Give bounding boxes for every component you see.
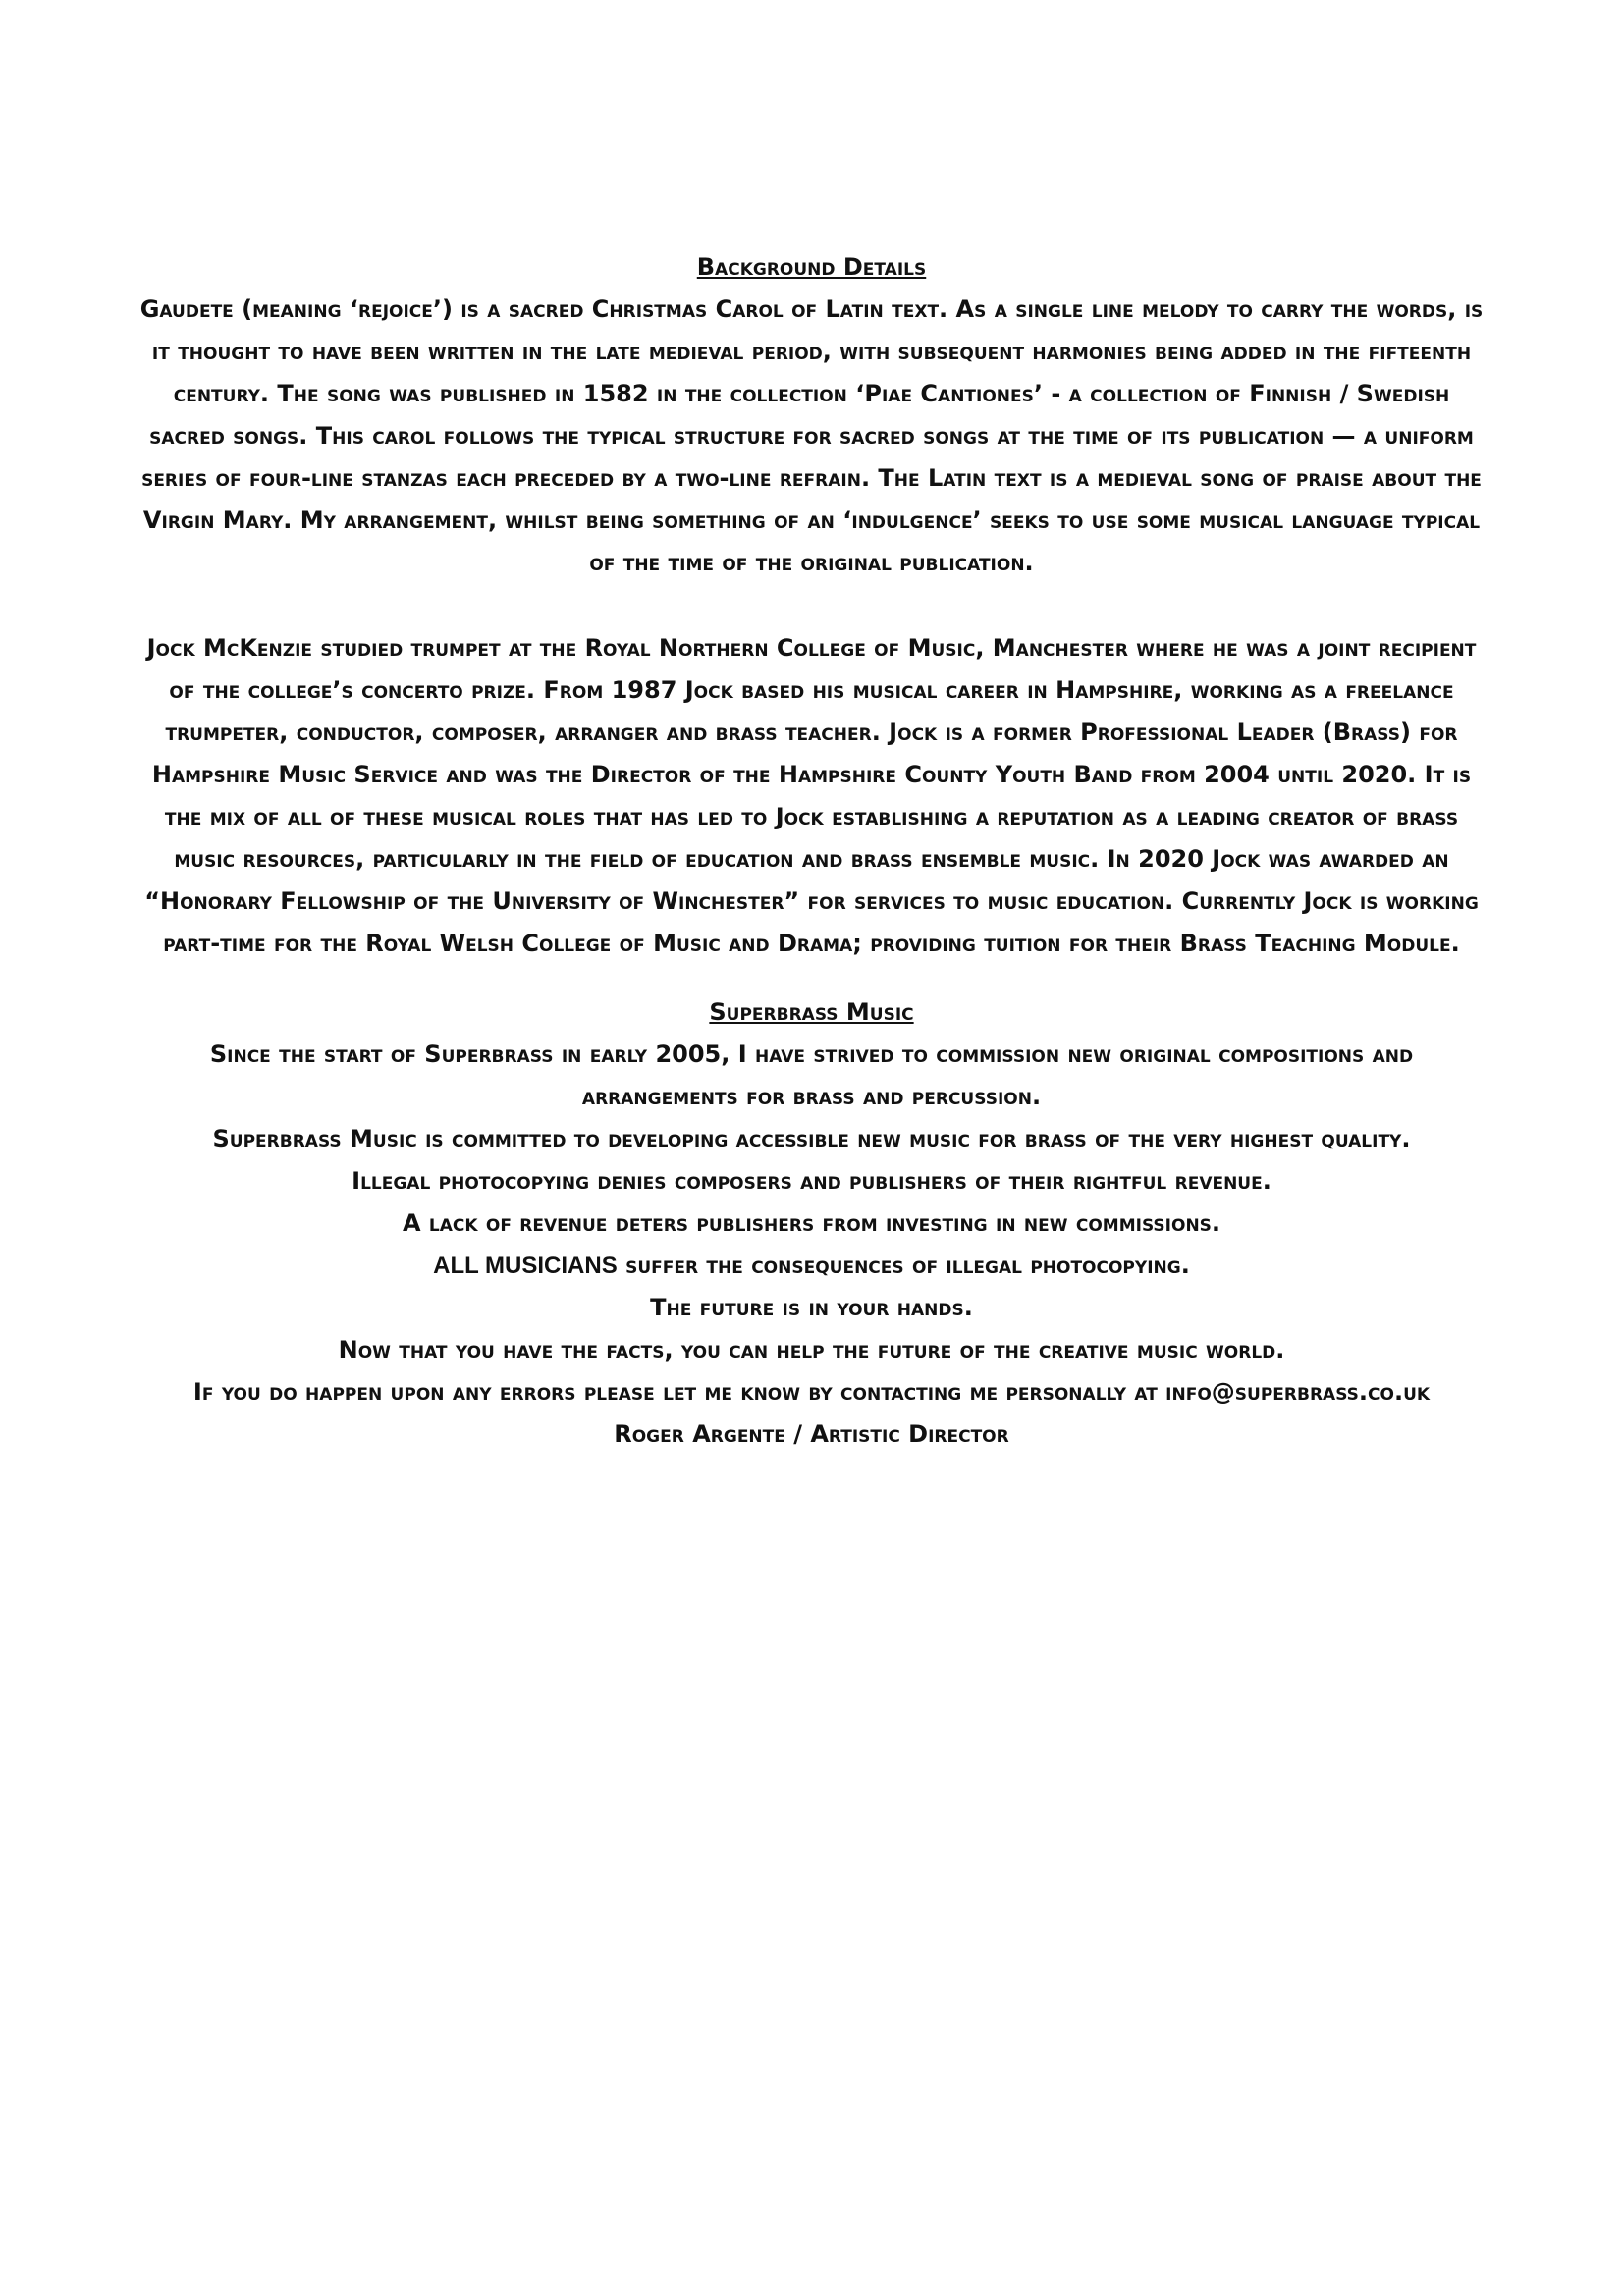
- superbrass-line-future: The future is in your hands.: [650, 1294, 973, 1321]
- composer-biography-text: Jock McKenzie studied trumpet at the Royal Northern College of Music, Manchester where he was a joint recipient of the college’s concerto prize. From 1987 Jock based his musical career in Hampshire, working as a freelance trumpeter, conductor, composer, arranger and brass teacher. Jock is a former Professional Leader (Brass) for Hampshire Music Service and was the Director of the Hampshire County Youth Band from 2004 until 2020. It is the mix of all of these musical roles that has led to Jock establishing a reputation as a leading creator of brass music resources, particularly in the field of education and brass ensemble music. In 2020 Jock was awarded an “Honorary Fellowship of the University of Winchester” for services to music education. Currently Jock is working part-time for the Royal Welsh College of Music and Drama; providing tuition for their Brass Teaching Module.: [144, 634, 1479, 957]
- superbrass-signature: Roger Argente / Artistic Director: [614, 1420, 1009, 1448]
- superbrass-music-heading: Superbrass Music: [709, 998, 914, 1026]
- background-details-heading: Background Details: [696, 253, 927, 281]
- document-page: [137, 245, 1486, 1456]
- section-spacer: [137, 965, 1486, 990]
- musicians-consequence-text: suffer the consequences of illegal photocopying.: [617, 1252, 1190, 1279]
- superbrass-line-musicians: [137, 1245, 1486, 1287]
- background-details-text: Gaudete (meaning ‘rejoice’) is a sacred Christmas Carol of Latin text. As a single line melody to carry the words, is it thought to have been written in the late medieval period, with subsequent harmonies being added in the fifteenth century. The song was published in 1582 in the collection ‘Piae Cantiones’ - a collection of Finnish / Swedish sacred songs. This carol follows the typical structure for sacred songs at the time of its publication — a uniform series of four-line stanzas each preceded by a two-line refrain. The Latin text is a medieval song of praise about the Virgin Mary. My arrangement, whilst being something of an ‘indulgence’ seeks to use some musical language typical of the time of the original publication.: [139, 295, 1484, 576]
- all-musicians-emphasis: ALL MUSICIANS: [433, 1253, 618, 1279]
- superbrass-line-revenue: A lack of revenue deters publishers from investing in new commissions.: [402, 1209, 1221, 1237]
- superbrass-line-photocopying: Illegal photocopying denies composers and publishers of their rightful revenue.: [352, 1167, 1271, 1195]
- superbrass-line-facts: Now that you have the facts, you can help the future of the creative music world.: [338, 1336, 1285, 1363]
- superbrass-line-commitment: Superbrass Music is committed to developing accessible new music for brass of the very highest quality.: [212, 1125, 1411, 1152]
- superbrass-line-errors-contact: If you do happen upon any errors please let me know by contacting me personally at info@superbrass.co.uk: [192, 1378, 1431, 1406]
- superbrass-line-commission: Since the start of Superbrass in early 2005, I have strived to commission new original compositions and arrangements for brass and percussion.: [209, 1041, 1414, 1110]
- section-spacer: [137, 584, 1486, 627]
